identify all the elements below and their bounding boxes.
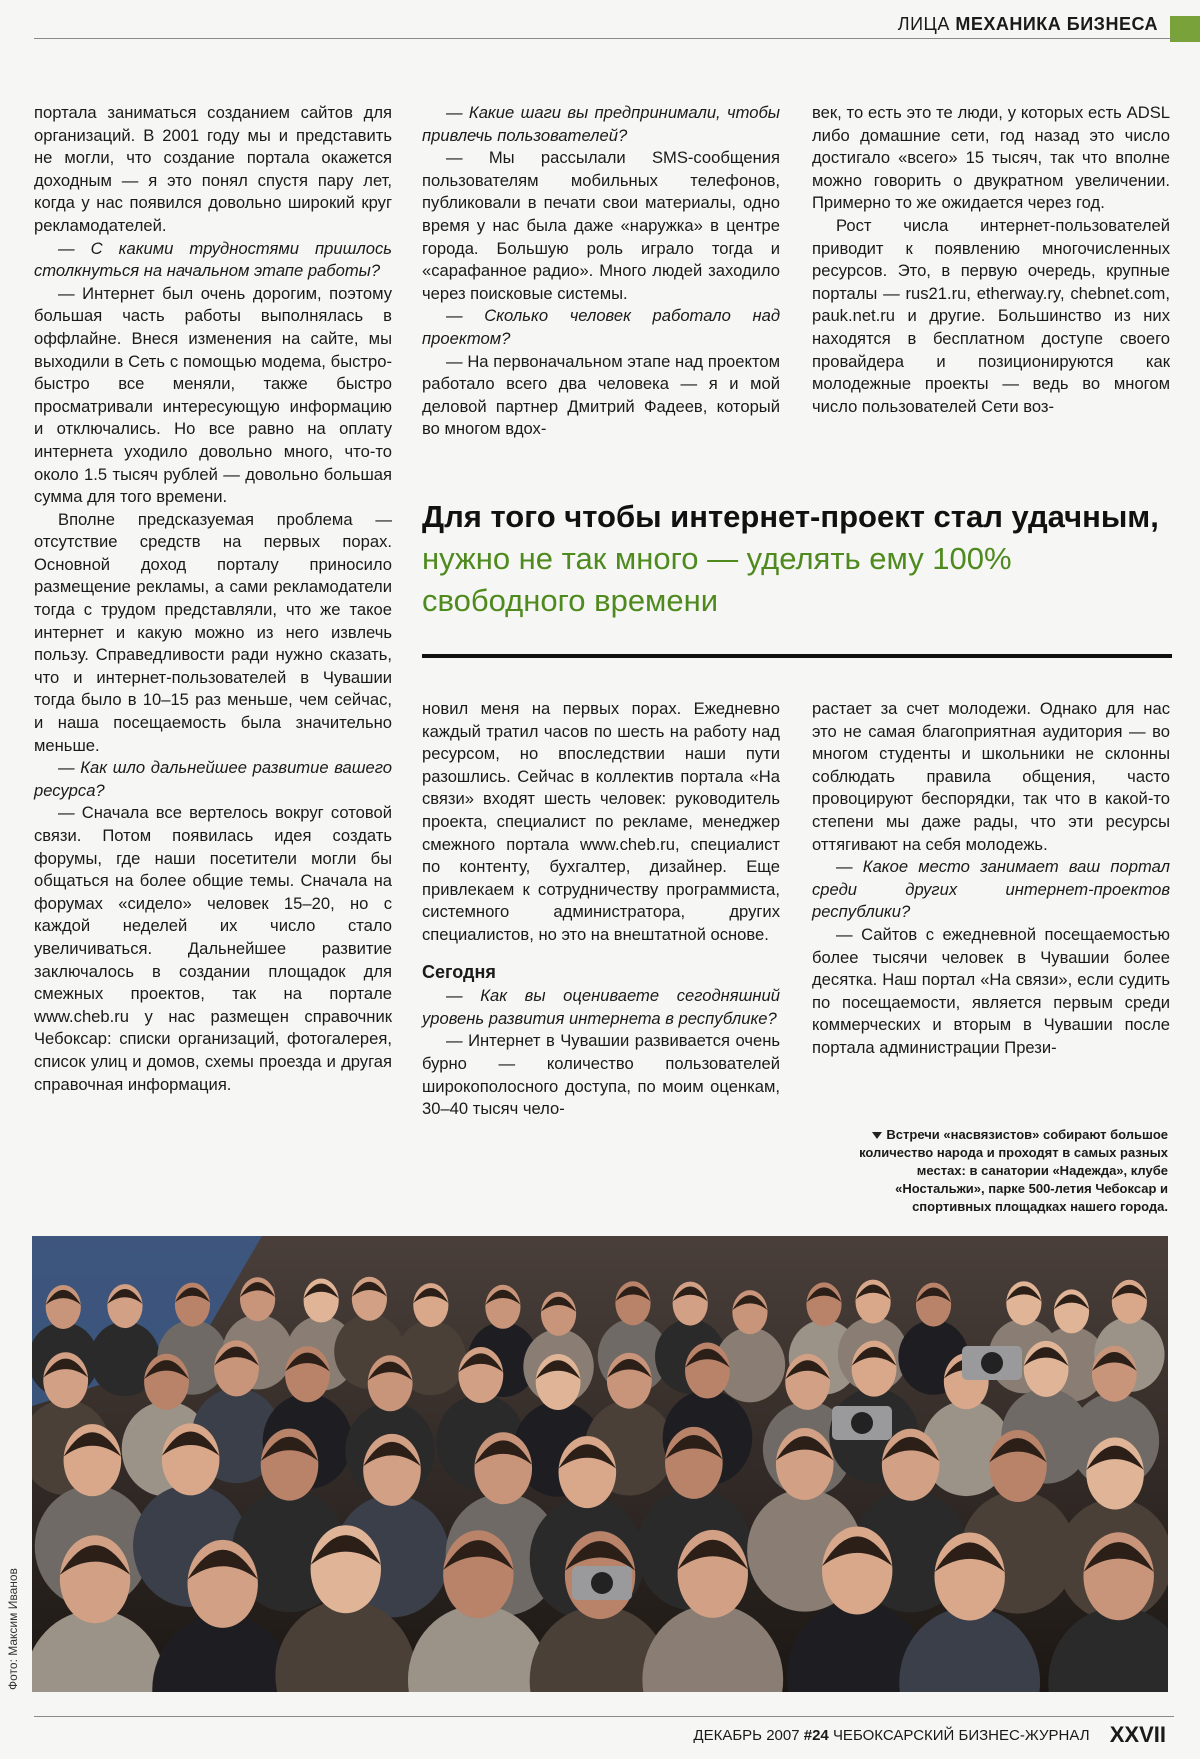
- question-paragraph: — Как шло дальнейшее развитие вашего ресурса?: [34, 758, 392, 800]
- text-paragraph: Вполне предсказуемая проблема — отсутствие средств на первых порах. Основной доход порталу приносило размещение рекламы, а сами рекламодатели тогда с трудом представляли, что же такое интернет и какую можно из него извлечь пользу. Справедливости ради нужно сказать, что и интернет-пользователей в Чувашии тогда было в 10–15 раз меньше, чем сейчас, и наша посещаемость была значительно меньше.: [34, 509, 392, 755]
- column-2: [422, 102, 780, 441]
- question-paragraph: — Какие шаги вы предпринимали, чтобы привлечь пользователей?: [422, 103, 780, 145]
- footer-date: ДЕКАБРЬ 2007: [693, 1727, 800, 1744]
- text-paragraph: Рост числа интернет-пользователей приводит к появлению многочисленных ресурсов. Это, в первую очередь, крупные порталы — rus21.ru, etherway.ry, chebnet.com, pauk.net.ru и другие. Большинство из них находятся в бесплатном доступе своего провайдера и позиционируются как молодежные проекты — ведь во многом число пользователей Сети воз-: [812, 215, 1170, 416]
- footer-rule: [34, 1716, 1174, 1717]
- footer-issue: #24: [803, 1727, 829, 1744]
- page-number: XXVII: [1109, 1722, 1166, 1747]
- text-paragraph: — На первоначальном этапе над проектом работало всего два человека — я и мой деловой партнер Дмитрий Фадеев, который во многом вдох-: [422, 351, 780, 439]
- section-label: [898, 14, 1158, 35]
- subhead-today: Сегодня: [422, 961, 496, 982]
- text-paragraph: — Сначала все вертелось вокруг сотовой связи. Потом появилась идея создать форумы, где наши посетители могли бы общаться на более общие темы. Сначала на форумах «сидело» человек 15–20, но с каждой неделей их число стало увеличиваться. Дальнейшее развитие заключалось в создании площадок для смежных проектов, так на портале www.cheb.ru у нас размещен справочник Чебоксар: списки организаций, фотогалерея, список улиц и домов, схемы проезда и другая справочная информация.: [34, 803, 392, 1094]
- pull-quote-bold: Для того чтобы интернет-проект стал удачным,: [422, 499, 1159, 534]
- question-paragraph: — Сколько человек работало над проектом?: [422, 306, 780, 348]
- text-paragraph: портала заниматься созданием сайтов для организаций. В 2001 году мы и представить не могли, что создание портала окажется доходным — я это понял спустя пару лет, когда у нас появился довольно широкий круг рекламодателей.: [34, 103, 392, 235]
- question-paragraph: — Как вы оцениваете сегодняшний уровень развития интернета в республике?: [422, 986, 780, 1028]
- crowd-photo-illustration: [32, 1236, 1168, 1692]
- column-3: [812, 102, 1170, 418]
- section-label-bold: МЕХАНИКА БИЗНЕСА: [955, 14, 1158, 34]
- text-paragraph: — Интернет в Чувашии развивается очень бурно — количество пользователей широкополосного доступа, по моим оценкам, 30–40 тысяч чело-: [422, 1031, 780, 1119]
- text-paragraph: новил меня на первых порах. Ежедневно каждый тратил часов по шесть на работу над ресурсом, но впоследствии наши пути разошлись. Сейчас в коллектив портала «На связи» входят шесть человек: руководитель проекта, специалист по рекламе, менеджер смежного портала www.cheb.ru, специалист по контенту, бухгалтер, дизайнер. Еще привлекаем к сотрудничеству программиста, системного администратора, других специалистов, но это на внештатной основе.: [422, 699, 780, 944]
- pull-quote-green: нужно не так много — уделять ему 100% свободного времени: [422, 541, 1012, 618]
- text-paragraph: век, то есть это те люди, у которых есть ADSL либо домашние сети, год назад это число достигало «всего» 15 тысяч, так что вполне можно говорить о двукратном увеличении. Примерно то же ожидается через год.: [812, 103, 1170, 213]
- text-paragraph: — Сайтов с ежедневной посещаемостью более тысячи человек в Чувашии более десятка. Наш портал «На связи», если судить по посещаемости, является первым среди коммерческих и вторым в Чувашии после портала администрации Прези-: [812, 924, 1170, 1057]
- photo-credit: Фото: Максим Иванов: [6, 1568, 20, 1690]
- text-paragraph: — Интернет был очень дорогим, поэтому большая часть работы выполнялась в оффлайне. Внеся изменения на сайте, мы выходили в Сеть с помощью модема, быстро-быстро все меняли, также быстро просматривали интересующую информацию и отключались. Но все равно на оплату интернета уходило довольно много, что-то около 1.5 тысяч рублей — довольно большая сумма для того времени.: [34, 283, 392, 507]
- caption-text: Встречи «насвязистов» собирают большое количество народа и проходят в самых разных местах: в санатории «Надежда», клубе «Ностальжи», парке 500-летия Чебоксар и спортивных площадках нашего города.: [859, 1127, 1168, 1214]
- pull-quote: [422, 496, 1172, 622]
- text-paragraph: — Мы рассылали SMS-сообщения пользователям мобильных телефонов, публиковали в печати свои материалы, одно время у нас была даже «наружка» в центре города. Большую роль играло тогда и «сарафанное радио». Много людей заходило через поисковые системы.: [422, 148, 780, 303]
- photo-caption: [830, 1126, 1168, 1216]
- text-paragraph: растает за счет молодежи. Однако для нас это не самая благоприятная аудитория — во многом студенты и школьники не склонны соблюдать правила общения, часто провоцируют беспорядки, так что в какой-то степени мы даже рады, что эти ресурсы оттягивают на себя молодежь.: [812, 699, 1170, 854]
- column-1: [34, 102, 392, 1096]
- crowd-photo: [32, 1236, 1168, 1692]
- caption-triangle-icon: [872, 1132, 882, 1139]
- accent-block: [1170, 16, 1200, 42]
- column-3-lower: [812, 698, 1170, 1060]
- header-rule: [34, 38, 1174, 39]
- pull-quote-rule: [422, 654, 1172, 658]
- question-paragraph: — Какое место занимает ваш портал среди других интернет-проектов республики?: [812, 857, 1170, 922]
- column-2-lower: [422, 698, 780, 1121]
- footer: [693, 1722, 1166, 1748]
- question-paragraph: — С какими трудностями пришлось столкнуться на начальном этапе работы?: [34, 238, 392, 281]
- section-label-thin: ЛИЦА: [897, 14, 950, 34]
- footer-magazine: ЧЕБОКСАРСКИЙ БИЗНЕС-ЖУРНАЛ: [832, 1727, 1090, 1744]
